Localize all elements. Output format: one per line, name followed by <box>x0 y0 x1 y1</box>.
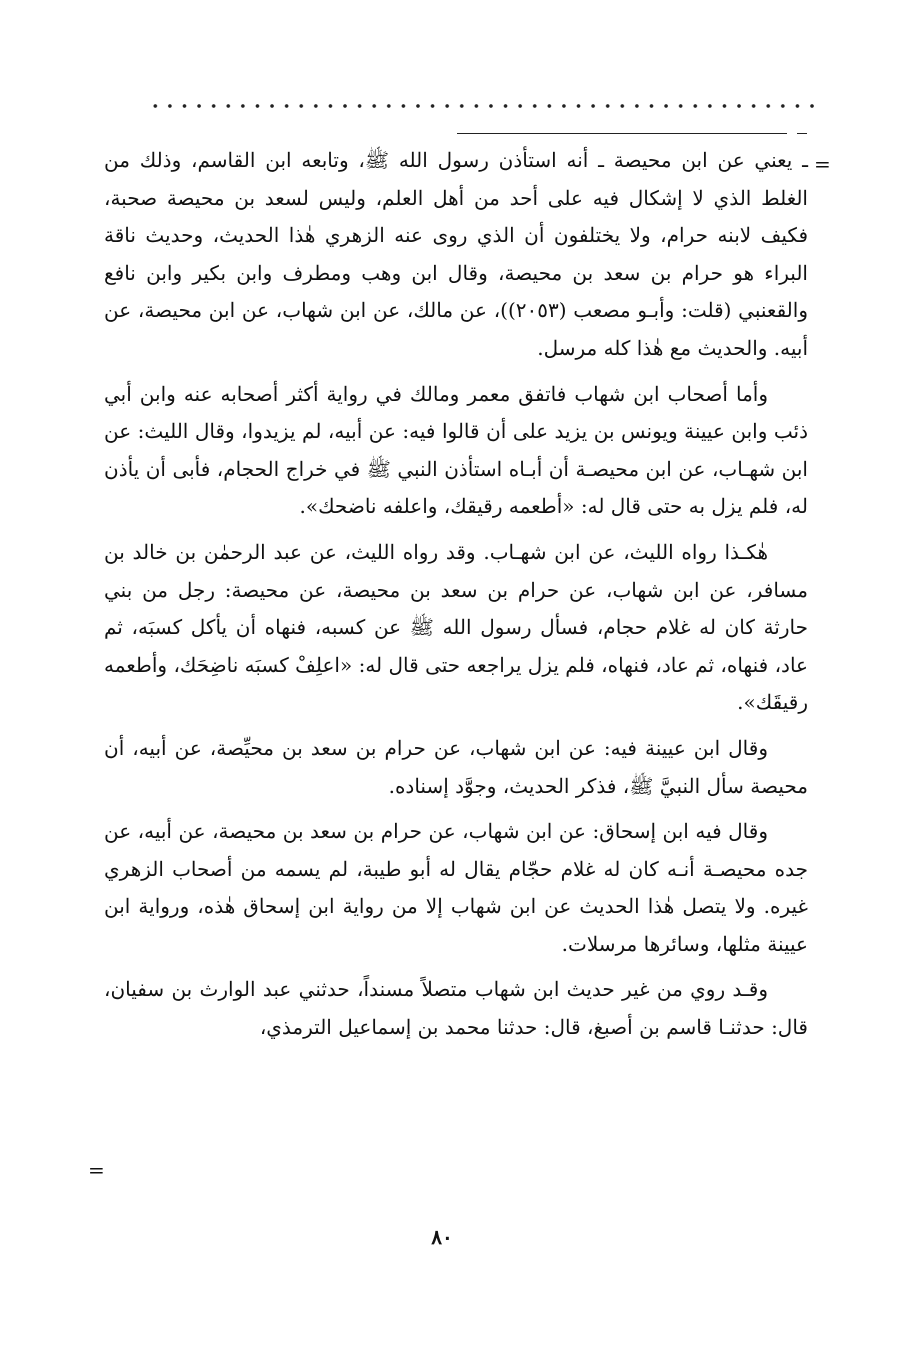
footnote-rule <box>457 133 787 134</box>
paragraph-6: وقـد روي من غير حديث ابن شهاب متصلاً مسنداً، حدثني عبد الوارث بن سفيان، قال: حدثنـا قاسم بن أصبغ، قال: حدثنا محمد بن إسماعيل الترمذي، <box>104 977 808 1040</box>
dotted-separator <box>148 102 816 110</box>
paragraph-4: وقال ابن عيينة فيه: عن ابن شهاب، عن حرام بن سعد بن محيِّصة، عن أبيه، أن محيصة سأل النبيَّ ﷺ، فذكر الحديث، وجوَّد إسناده. <box>104 735 808 798</box>
paragraph-3: هٰكـذا رواه الليث، عن ابن شهـاب. وقد رواه الليث، عن عبد الرحمٰن بن خالد بن مسافر، عن ابن شهاب، عن حرام بن سعد بن محيصة، عن محيصة: رجل من بني حارثة كان له غلام حجام، فسأل رسول الله ﷺ عن كسبه، فنهاه أن يأكل كسبَه، ثم عاد، فنهاه، ثم عاد، فنهاه، فلم يزل يراجعه حتى قال له: «اعلِفْ كسبَه ناضِحَك، وأطعمه رقيقَك». <box>104 539 808 715</box>
paragraph-1: ـ يعني عن ابن محيصة ـ أنه استأذن رسول الله ﷺ، وتابعه ابن القاسم، وذلك من الغلط الذي لا إشكال فيه على أحد من أهل العلم، وليس لسعد بن محيصة صحبة، فكيف لابنه حرام، ولا يختلفون أن الذي روى عنه الزهري هٰذا الحديث، وحديث ناقة البراء هو حرام بن سعد بن محيصة، وقال ابن وهب ومطرف وابن بكير وابن نافع والقعنبي (قلت: وأبـو مصعب (٢٠٥٣))، عن مالك، عن ابن شهاب، عن ابن محيصة، عن أبيه. والحديث مع هٰذا كله مرسل. <box>104 148 808 360</box>
footnote-rule-dash <box>797 133 807 134</box>
footnote-text <box>104 142 808 1047</box>
continuation-marker-start: = <box>814 152 831 176</box>
paragraph-2: وأما أصحاب ابن شهاب فاتفق معمر ومالك في رواية أكثر أصحابه عنه وابن أبي ذئب وابن عيينة ويونس بن يزيد على أن قالوا فيه: عن أبيه، لم يزيدوا، وقال الليث: عن ابن شهـاب، عن ابن محيصـة أن أبـاه استأذن النبي ﷺ في خراج الحجام، فأبى أن يأذن له، فلم يزل به حتى قال له: «أطعمه رقيقك، واعلفه ناضحك». <box>104 381 808 519</box>
page-number: ٨٠ <box>431 1225 453 1249</box>
paragraph-5: وقال فيه ابن إسحاق: عن ابن شهاب، عن حرام بن سعد بن محيصة، عن أبيه، عن جده محيصـة أنـه كان له غلام حجّام يقال له أبو طيبة، لم يسمه من أصحاب الزهري غيره. ولا يتصل هٰذا الحديث عن ابن شهاب إلا من رواية ابن إسحاق هٰذه، ورواية ابن عيينة مثلها، وسائرها مرسلات. <box>104 819 808 956</box>
continuation-marker-end: = <box>88 1158 105 1182</box>
